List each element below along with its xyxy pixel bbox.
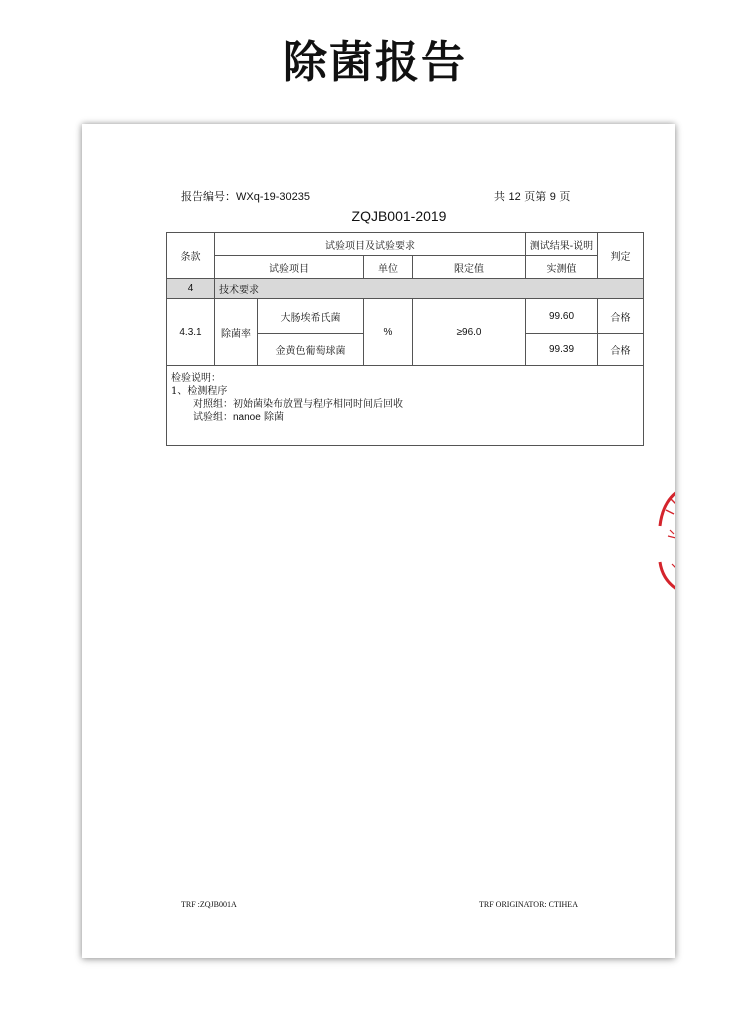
row-value-2: 99.39 (526, 334, 598, 366)
results-table (166, 232, 644, 446)
row-sub-name-2: 金黄色葡萄球菌 (258, 334, 364, 366)
row-limit: ≥96.0 (413, 299, 526, 366)
row-unit: % (364, 299, 413, 366)
header-limit: 限定值 (413, 256, 526, 279)
notes-line-3 (171, 411, 639, 424)
notes-line-3-suffix: 除菌 (260, 412, 284, 423)
notes-line-2: 对照组：初始菌染布放置与程序相同时间后回收 (193, 399, 403, 410)
row-value-1: 99.60 (526, 299, 598, 334)
notes-cell (167, 366, 644, 446)
footer-originator: TRF ORIGINATOR: CTIHEA (479, 900, 578, 909)
row-sub-name-1: 大肠埃希氏菌 (258, 299, 364, 334)
document-code: ZQJB001-2019 (351, 208, 447, 224)
section-number: 4 (167, 279, 215, 299)
pages-total: 12 (508, 191, 521, 203)
section-title: 技术要求 (215, 279, 644, 299)
report-number-value: WXq-19-30235 (236, 191, 310, 203)
row-item: 除菌率 (215, 299, 258, 366)
header-result-desc: 测试结果-说明 (526, 233, 598, 256)
header-measured: 实测值 (526, 256, 598, 279)
row-judge-2: 合格 (598, 334, 644, 366)
pages-total-prefix: 共 (494, 190, 505, 203)
header-clause: 条款 (167, 233, 215, 279)
header-test-item-req: 试验项目及试验要求 (215, 233, 526, 256)
header-unit: 单位 (364, 256, 413, 279)
page-label: 页第 (524, 190, 547, 203)
notes-title: 检验说明： (171, 373, 221, 384)
footer-trf: TRF :ZQJB001A (181, 900, 237, 909)
page-current: 9 (549, 191, 556, 203)
report-number-label: 报告编号： (181, 190, 236, 203)
page-suffix: 页 (559, 190, 571, 203)
notes-line-1: 1、检测程序 (171, 386, 228, 397)
seal-stamp (652, 486, 675, 596)
header-judgement: 判定 (598, 233, 644, 279)
notes-line-3-prefix: 试验组： (193, 412, 233, 423)
row-judge-1: 合格 (598, 299, 644, 334)
header-test-item: 试验项目 (215, 256, 364, 279)
report-number (181, 188, 310, 204)
report-sheet (82, 124, 675, 958)
notes-line-3-brand: nanoe (233, 412, 261, 423)
row-clause: 4.3.1 (167, 299, 215, 366)
page-indicator (494, 188, 570, 204)
page-title: 除菌报告 (283, 37, 467, 88)
